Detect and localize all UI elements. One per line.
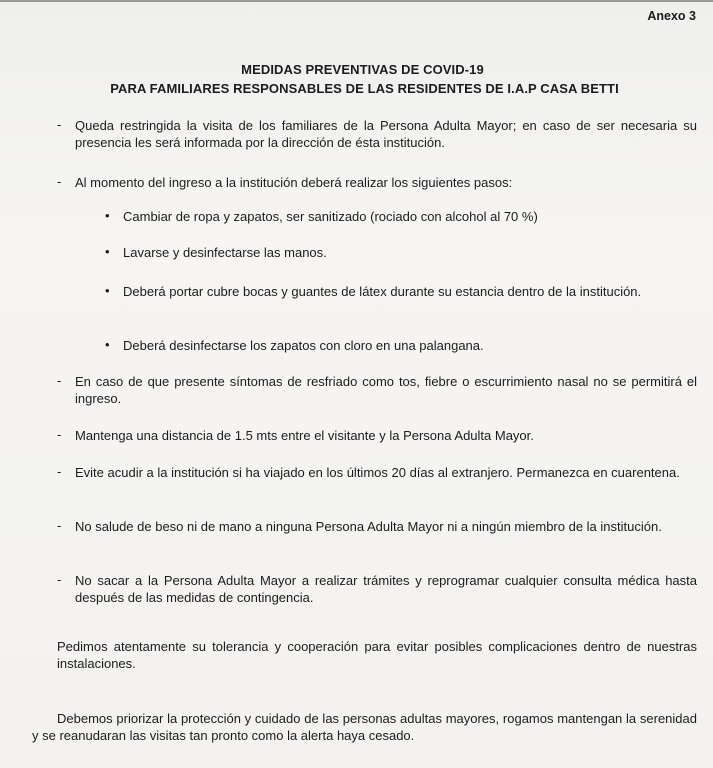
- closing-paragraph: Debemos priorizar la protección y cuidado de las personas adultas mayores, rogamos mantengan la serenidad y se reanudaran las visitas tan pronto como la alerta haya cesado.: [32, 711, 697, 743]
- annex-label: Anexo 3: [647, 9, 696, 23]
- list-item: En caso de que presente síntomas de resfriado como tos, fiebre o escurrimiento nasal no se permitirá el ingreso.: [75, 374, 697, 406]
- list-dash: -: [57, 427, 62, 442]
- list-item: Queda restringida la visita de los familiares de la Persona Adulta Mayor; en caso de ser necesaria su presencia les será informada por la dirección de ésta institución.: [75, 118, 697, 150]
- list-dash: -: [57, 572, 62, 587]
- list-dash: -: [57, 174, 62, 189]
- list-item: Mantenga una distancia de 1.5 mts entre el visitante y la Persona Adulta Mayor.: [75, 428, 534, 443]
- bullet-icon: •: [105, 283, 110, 298]
- list-item: No salude de beso ni de mano a ninguna Persona Adulta Mayor ni a ningún miembro de la institución.: [75, 519, 662, 534]
- list-item: Al momento del ingreso a la institución deberá realizar los siguientes pasos:: [75, 175, 513, 190]
- step-item: Deberá portar cubre bocas y guantes de látex durante su estancia dentro de la institución.: [123, 284, 642, 299]
- step-item: Cambiar de ropa y zapatos, ser sanitizado (rociado con alcohol al 70 %): [123, 209, 538, 224]
- list-dash: -: [57, 518, 62, 533]
- document-subtitle: PARA FAMILIARES RESPONSABLES DE LAS RESIDENTES DE I.A.P CASA BETTI: [110, 81, 619, 96]
- list-item: Evite acudir a la institución si ha viajado en los últimos 20 días al extranjero. Permanezca en cuarentena.: [75, 465, 680, 480]
- document-title: MEDIDAS PREVENTIVAS DE COVID-19: [241, 62, 484, 77]
- bullet-icon: •: [105, 244, 110, 259]
- top-rule: [0, 0, 713, 2]
- closing-paragraph: Pedimos atentamente su tolerancia y cooperación para evitar posibles complicaciones dentro de nuestras instalaciones.: [57, 639, 697, 671]
- list-dash: -: [57, 117, 62, 132]
- list-dash: -: [57, 464, 62, 479]
- list-dash: -: [57, 373, 62, 388]
- bullet-icon: •: [105, 208, 110, 223]
- list-item: No sacar a la Persona Adulta Mayor a realizar trámites y reprogramar cualquier consulta médica hasta después de las medidas de contingencia.: [75, 573, 697, 605]
- step-item: Lavarse y desinfectarse las manos.: [123, 245, 327, 260]
- step-item: Deberá desinfectarse los zapatos con cloro en una palangana.: [123, 338, 484, 353]
- bullet-icon: •: [105, 337, 110, 352]
